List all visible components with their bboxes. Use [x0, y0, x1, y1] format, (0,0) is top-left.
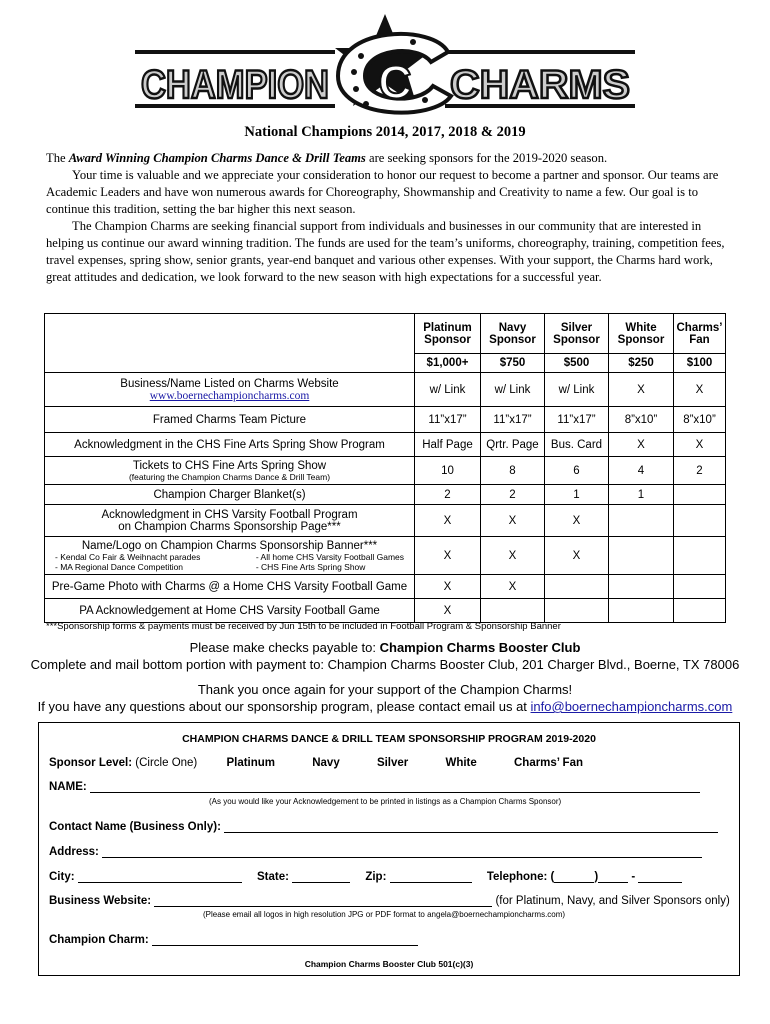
price-fan: $100 — [674, 354, 726, 373]
table-cell: 8”x10” — [674, 407, 726, 433]
table-cell: X — [481, 537, 545, 575]
contact-row: Contact Name (Business Only): — [49, 821, 718, 833]
benefit-website — [45, 373, 415, 407]
table-cell: 2 — [481, 485, 545, 505]
table-cell — [609, 537, 674, 575]
checks-line: Please make checks payable to: Champion Charms Booster Club — [189, 640, 581, 655]
table-cell: 8”x10” — [609, 407, 674, 433]
table-row — [45, 505, 726, 537]
table-cell — [481, 599, 545, 623]
benefit-picture: Framed Charms Team Picture — [45, 407, 415, 433]
level-option-silver[interactable]: Silver — [376, 757, 409, 769]
headline: National Champions 2014, 2017, 2018 & 2019 — [244, 124, 526, 140]
benefit-tickets — [45, 457, 415, 485]
benefit-football-program — [45, 505, 415, 537]
table-cell: 11”x17” — [545, 407, 609, 433]
logo-letter: C — [378, 56, 412, 108]
champion-charm-field[interactable] — [152, 945, 418, 946]
table-cell — [609, 505, 674, 537]
price-white: $250 — [609, 354, 674, 373]
table-header-row — [45, 314, 726, 354]
table-cell — [609, 599, 674, 623]
table-cell: w/ Link — [481, 373, 545, 407]
zip-field[interactable] — [390, 882, 472, 883]
cell-text: Sponsor — [424, 333, 471, 346]
phone-line-field[interactable] — [638, 882, 682, 883]
cell-text: Fan — [689, 333, 710, 346]
table-cell: X — [609, 373, 674, 407]
table-cell: 11”x17” — [415, 407, 481, 433]
benefit-spring-program: Acknowledgment in the CHS Fine Arts Spring Show Program — [45, 433, 415, 457]
table-cell: 8 — [481, 457, 545, 485]
level-option-white[interactable]: White — [445, 757, 477, 769]
cell-text: (featuring the Champion Charms Dance & Drill Team) — [128, 471, 331, 482]
table-cell: Bus. Card — [545, 433, 609, 457]
website-link[interactable]: www.boernechampioncharms.com — [149, 389, 310, 402]
table-cell: w/ Link — [415, 373, 481, 407]
state-field[interactable] — [292, 882, 350, 883]
level-platinum — [415, 314, 481, 354]
email-link[interactable]: info@boernechampioncharms.com — [530, 699, 733, 714]
table-cell — [545, 599, 609, 623]
benefit-blanket: Champion Charger Blanket(s) — [45, 485, 415, 505]
cell-text: Navy — [498, 321, 527, 334]
logo-note: (Please email all logos in high resolution JPG or PDF format to angela@boernechampioncharms.com) — [203, 910, 566, 919]
table-cell: Half Page — [415, 433, 481, 457]
area-code-field[interactable] — [554, 882, 594, 883]
cell-text: Sponsor — [617, 333, 665, 346]
cell-text: - CHS Fine Arts Spring Show — [255, 561, 366, 572]
form-footer: Champion Charms Booster Club 501(c)(3) — [304, 959, 474, 969]
level-option-platinum[interactable]: Platinum — [226, 757, 276, 769]
cell-text — [256, 552, 404, 572]
city-row: City: State: Zip: Telephone: ( ) - — [49, 871, 682, 883]
table-row — [45, 433, 726, 457]
table-cell — [674, 485, 726, 505]
table-cell — [674, 599, 726, 623]
table-cell: X — [415, 537, 481, 575]
intro-p1-pre: The — [46, 151, 69, 165]
table-cell: X — [609, 433, 674, 457]
table-cell — [674, 505, 726, 537]
price-silver: $500 — [545, 354, 609, 373]
sponsor-level-row: Sponsor Level: (Circle One) Platinum Navy Silver White Charms’ Fan — [49, 757, 584, 769]
table-row — [45, 537, 726, 575]
form-title: CHAMPION CHARMS DANCE & DRILL TEAM SPONSORSHIP PROGRAM 2019-2020 — [182, 733, 596, 745]
cell-text: on Champion Charms Sponsorship Page*** — [118, 520, 341, 533]
table-cell: 2 — [415, 485, 481, 505]
address-field[interactable] — [102, 857, 702, 858]
cell-text: Acknowledgment in CHS Varsity Football Program — [101, 508, 358, 521]
intro-p1-emphasis: Award Winning Champion Charms Dance & Drill Teams — [68, 151, 366, 165]
name-row: NAME: — [49, 781, 700, 793]
table-cell: w/ Link — [545, 373, 609, 407]
website-row: Business Website: (for Platinum, Navy, and Silver Sponsors only) — [49, 895, 730, 907]
sponsorship-form — [38, 722, 740, 976]
table-cell — [674, 537, 726, 575]
table-cell — [674, 575, 726, 599]
table-cell: X — [545, 537, 609, 575]
cell-text: White — [625, 321, 657, 334]
cell-text: Silver — [560, 321, 593, 334]
table-row — [45, 457, 726, 485]
table-row — [45, 407, 726, 433]
questions-line: If you have any questions about our sponsorship program, please contact email us at info@boernechampioncharms.com — [37, 699, 733, 714]
logo-right-text: CHARMS — [450, 63, 630, 107]
intro-p1-post: are seeking sponsors for the 2019-2020 season. — [365, 151, 608, 165]
level-option-navy[interactable]: Navy — [312, 757, 340, 769]
cell-text: Sponsor — [553, 333, 600, 346]
city-field[interactable] — [78, 882, 242, 883]
table-cell: X — [545, 505, 609, 537]
table-row — [45, 485, 726, 505]
table-cell: 1 — [545, 485, 609, 505]
table-cell: Qrtr. Page — [481, 433, 545, 457]
cell-text — [55, 552, 200, 572]
table-cell: X — [481, 575, 545, 599]
table-row — [45, 599, 726, 623]
phone-prefix-field[interactable] — [598, 882, 628, 883]
table-cell: 10 — [415, 457, 481, 485]
logo-left-text: CHAMPION — [141, 63, 329, 107]
intro-text — [46, 150, 726, 286]
cell-text: Platinum — [423, 321, 472, 334]
table-cell: X — [674, 373, 726, 407]
cell-text — [47, 552, 412, 572]
intro-paragraph-1 — [46, 150, 726, 167]
level-navy — [481, 314, 545, 354]
table-cell — [545, 575, 609, 599]
table-cell: X — [415, 599, 481, 623]
charm-row: Champion Charm: — [49, 934, 418, 946]
mail-line: Complete and mail bottom portion with payment to: Champion Charms Booster Club, 201 Charger Blvd., Boerne, TX 78006 — [30, 657, 740, 672]
cell-text: - Kendal Co Fair & Weihnacht parades — [55, 551, 201, 562]
table-cell: X — [481, 505, 545, 537]
table-cell: 6 — [545, 457, 609, 485]
table-cell: 4 — [609, 457, 674, 485]
intro-paragraph-3: The Champion Charms are seeking financial support from individuals and businesses in our community that are interested in helping us continue our award winning tradition. The funds are used for the team’s uniforms, choreography, training, competition fees, travel expenses, spring show, senior grants, year-end banquet and various other expenses. With your support, the Charms hard work, great attitudes and dedication, we look forward to the new season with high expectations for a successful year. — [46, 219, 725, 284]
table-cell — [609, 575, 674, 599]
table-row — [45, 373, 726, 407]
cell-text: Name/Logo on Champion Charms Sponsorship Banner*** — [81, 539, 378, 552]
table-cell: X — [415, 505, 481, 537]
level-fan — [674, 314, 726, 354]
cell-text: Tickets to CHS Fine Arts Spring Show — [132, 459, 327, 472]
sponsor-benefits-table — [44, 313, 726, 623]
thanks-line: Thank you once again for your support of the Champion Charms! — [197, 682, 573, 697]
name-field[interactable] — [90, 792, 700, 793]
cell-text: Business/Name Listed on Charms Website — [120, 377, 339, 390]
address-row: Address: — [49, 846, 702, 858]
table-corner — [45, 314, 415, 373]
champion-charms-logo — [133, 14, 638, 122]
website-note: (for Platinum, Navy, and Silver Sponsors only) — [495, 895, 730, 907]
table-row — [45, 575, 726, 599]
table-cell: 1 — [609, 485, 674, 505]
benefit-photo: Pre-Game Photo with Charms @ a Home CHS Varsity Football Game — [45, 575, 415, 599]
table-cell: 2 — [674, 457, 726, 485]
table-cell: X — [415, 575, 481, 599]
contact-name-field[interactable] — [224, 832, 718, 833]
cell-text: Charms’ — [676, 321, 723, 334]
table-cell: X — [674, 433, 726, 457]
benefit-pa: PA Acknowledgement at Home CHS Varsity Football Game — [45, 599, 415, 623]
level-silver — [545, 314, 609, 354]
benefit-banner — [45, 537, 415, 575]
table-cell: 11”x17” — [481, 407, 545, 433]
price-navy: $750 — [481, 354, 545, 373]
intro-paragraph-2: Your time is valuable and we appreciate your consideration to honor our request to become a partner and sponsor. Our teams are Academic Leaders and have won numerous awards for Choreography, Showmanship and Creativity to name a few. Our goal is to continue this tradition, setting the bar higher this next season. — [46, 168, 719, 216]
cell-text: - MA Regional Dance Competition — [55, 561, 184, 572]
name-note: (As you would like your Acknowledgement to be printed in listings as a Champion Charms Sponsor) — [209, 797, 562, 806]
level-option-fan[interactable]: Charms’ Fan — [513, 757, 584, 769]
footnote: ***Sponsorship forms & payments must be received by Jun 15th to be included in Football Program & Sponsorship Banner — [46, 621, 561, 632]
price-platinum: $1,000+ — [415, 354, 481, 373]
website-field[interactable] — [154, 906, 492, 907]
level-white — [609, 314, 674, 354]
cell-text: - All home CHS Varsity Football Games — [255, 551, 404, 562]
cell-text: Sponsor — [489, 333, 536, 346]
